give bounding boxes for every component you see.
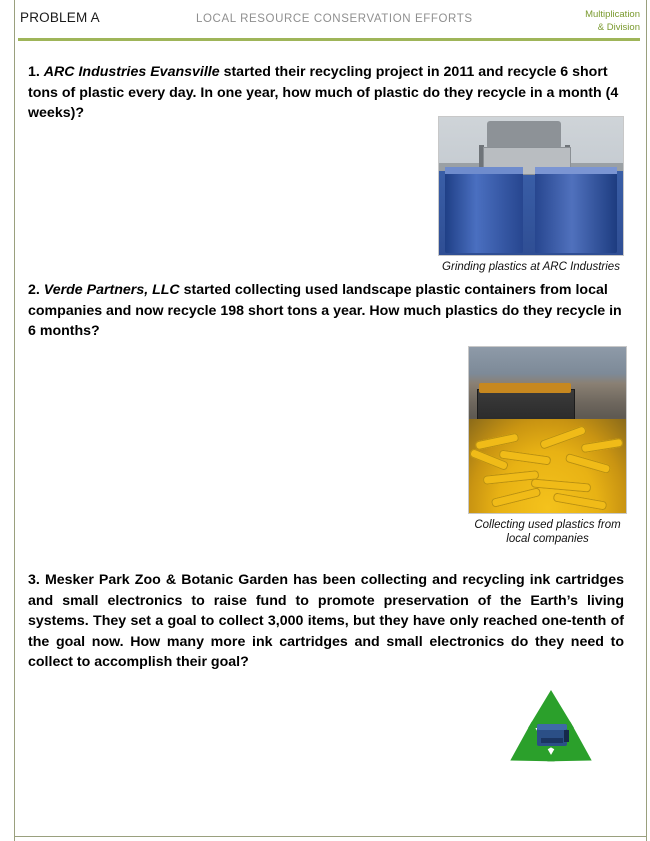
worksheet-content [28, 62, 628, 770]
problem-set-title: PROBLEM A [20, 10, 100, 25]
photo1-blue-bin-right [535, 167, 617, 253]
problem-1-body: started their recycling project in 2011 and recycle 6 short tons of plastic every day. In one year, how much of plastic do they recycle in a month (4 weeks)? [28, 64, 619, 121]
used-plastics-figure [468, 346, 627, 546]
left-border-rule [14, 0, 15, 841]
page-header [16, 6, 646, 36]
problem-3-text [28, 570, 624, 673]
photo1-hopper [487, 121, 561, 149]
problem-2-body: started collecting used landscape plastic containers from local companies and now recycle 198 short tons a year. How much plastics do they recycle in 6 months? [28, 282, 622, 339]
photo1-bin-rim-right [535, 167, 617, 174]
problem-1 [28, 62, 628, 273]
problem-2-emphasis: Verde Partners, LLC [43, 282, 180, 298]
ink-cartridge-icon [537, 724, 569, 746]
problem-3 [28, 570, 628, 770]
problem-3-number: 3. [28, 572, 40, 588]
grinding-plastics-caption: Grinding plastics at ARC Industries [442, 261, 620, 273]
grinding-plastics-photo [438, 116, 624, 256]
recycle-arrows-icon [468, 682, 634, 800]
problem-1-emphasis: ARC Industries Evansville [43, 64, 220, 80]
photo2-crate-contents [479, 383, 571, 393]
problem-1-text [28, 62, 624, 124]
problem-1-number: 1. [28, 64, 40, 80]
photo2-yellow-pile [469, 419, 626, 513]
header-subject-label: LOCAL RESOURCE CONSERVATION EFFORTS [196, 13, 473, 25]
photo1-bin-rim-left [445, 167, 523, 174]
bottom-border-rule [14, 836, 647, 837]
photo1-blue-bin-left [445, 167, 523, 253]
problem-2-number: 2. [28, 282, 40, 298]
header-topic-label [585, 8, 640, 34]
problem-2-text [28, 280, 624, 342]
right-border-rule [646, 0, 647, 841]
problem-3-body: Mesker Park Zoo & Botanic Garden has been collecting and recycling ink cartridges and small electronics to raise fund to promote preservation of the Earth’s living systems. They set a goal to collect 3,000 items, but they have only reached one-tenth of the goal now. How many more ink cartridges and small electronics do they need to collect to accomplish their goal? [28, 572, 624, 670]
recycle-symbol-graphic [468, 682, 634, 800]
problem-2 [28, 280, 628, 552]
used-plastics-caption: Collecting used plastics from local companies [474, 519, 621, 545]
header-topic-line1: Multiplication [585, 9, 640, 20]
header-accent-bar [18, 38, 640, 41]
grinding-plastics-figure [438, 116, 624, 274]
recycle-symbol-figure [468, 682, 634, 800]
used-plastics-photo [468, 346, 627, 514]
header-topic-line2: & Division [597, 22, 640, 33]
